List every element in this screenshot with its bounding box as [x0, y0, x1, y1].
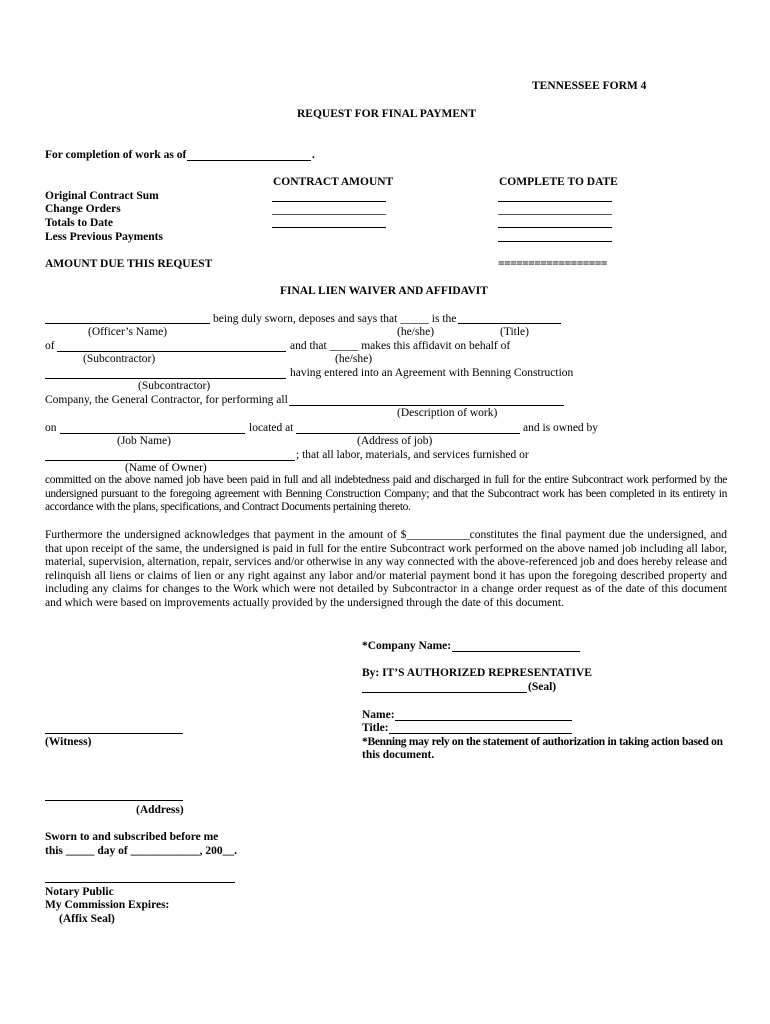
paragraph-2-body: constitutes the final payment due the undersigned, and that upon receipt of the same, the undersigned is paid in full for the entire Subcontract work performed on the above named job including all labor, material, supervision, alternation, repair, services and/or otherwise in any way connected with the above-referenced job and does hereby release and relinquish all liens or claims of lien or any right against any labor and/or material payment bond it has upon the foregoing described property and including any claims for changes to the Work which were not detailed by Subcontractor in a change order request as of the date of this document and which were based on improvements actually provided by the undersigned through the date of this document. [45, 529, 727, 609]
payment-amount-field[interactable]: ___________ [406, 529, 470, 541]
complete-change-orders-field[interactable] [498, 214, 612, 215]
notary-public-label: Notary Public [45, 886, 114, 898]
job-name-field[interactable] [60, 433, 245, 434]
amount-due-label: AMOUNT DUE THIS REQUEST [45, 258, 213, 270]
row-totals-to-date: Totals to Date [45, 217, 113, 229]
affidavit-line3-text: having entered into an Agreement with Benning Construction [290, 367, 574, 379]
caption-heshe-2: (he/she) [335, 353, 373, 365]
witness-address-field[interactable] [45, 800, 183, 801]
title-label: Title: [362, 722, 389, 734]
caption-officer-name: (Officer’s Name) [88, 326, 168, 338]
job-address-field[interactable] [296, 433, 520, 434]
day-of-label: day of [97, 845, 128, 857]
complete-original-field[interactable] [498, 201, 612, 202]
paragraph-2-lead: Furthermore the undersigned acknowledges that payment in the amount of $ [45, 529, 407, 541]
seal-label: (Seal) [528, 681, 557, 693]
row-less-previous-payments: Less Previous Payments [45, 231, 163, 243]
commission-expires-label: My Commission Expires: [45, 899, 170, 911]
contract-amount-header: CONTRACT AMOUNT [273, 176, 394, 188]
notary-signature-field[interactable] [45, 882, 235, 883]
affidavit-line5-on: on [45, 422, 57, 434]
affidavit-line2-text: and that _____ makes this affidavit on behalf of [290, 340, 511, 352]
complete-previous-payments-field[interactable] [498, 241, 612, 242]
affix-seal-label: (Affix Seal) [59, 913, 115, 925]
owner-name-field[interactable] [45, 460, 295, 461]
affidavit-line2-of: of [45, 340, 55, 352]
company-name-label: *Company Name: [362, 640, 452, 652]
subcontractor-field[interactable] [57, 351, 286, 352]
contract-original-field[interactable] [272, 201, 386, 202]
affidavit-title: FINAL LIEN WAIVER AND AFFIDAVIT [280, 285, 488, 297]
form-id: TENNESSEE FORM 4 [532, 80, 647, 92]
caption-description-of-work: (Description of work) [397, 407, 498, 419]
witness-signature-field[interactable] [45, 733, 183, 734]
subcontractor-field-2[interactable] [45, 378, 286, 379]
amount-due-line[interactable]: ================== [498, 258, 607, 270]
row-change-orders: Change Orders [45, 203, 121, 215]
complete-totals-field[interactable] [498, 227, 612, 228]
company-name-field[interactable] [452, 651, 580, 652]
year-field[interactable]: , 200__. [199, 845, 238, 857]
complete-to-date-header: COMPLETE TO DATE [499, 176, 618, 188]
affidavit-line5-located: located at [249, 422, 294, 434]
authorized-rep-label: By: IT’S AUTHORIZED REPRESENTATIVE [362, 667, 592, 679]
affidavit-line5-owned: and is owned by [523, 422, 599, 434]
officer-title-field[interactable] [458, 323, 561, 324]
description-of-work-field[interactable] [289, 405, 564, 406]
caption-address-of-job: (Address of job) [357, 435, 433, 447]
authorization-note: *Benning may rely on the statement of authorization in taking action based on [362, 736, 723, 748]
contract-change-orders-field[interactable] [272, 214, 386, 215]
caption-subcontractor: (Subcontractor) [83, 353, 156, 365]
name-label: Name: [362, 709, 395, 721]
notary-date-line [45, 845, 237, 858]
this-label: this [45, 845, 63, 857]
contract-totals-field[interactable] [272, 227, 386, 228]
affidavit-line4-text: Company, the General Contractor, for performing all [45, 394, 288, 406]
address-label: (Address) [136, 804, 184, 816]
sworn-statement: Sworn to and subscribed before me [45, 831, 219, 843]
day-field[interactable]: _____ [65, 845, 95, 857]
row-original-contract-sum: Original Contract Sum [45, 190, 159, 202]
affidavit-paragraph-1: committed on the above named job have been paid in full and all indebtedness paid and discharged in full for the entire Subcontract work performed by the undersigned pursuant to the foregoing agreement with Benning Construction Company; and that the Subcontract work has been completed in its entirety in accordance with the plans, specifications, and Contract Documents pertaining thereto. [45, 474, 727, 514]
caption-heshe: (he/she) [397, 326, 435, 338]
completion-label: For completion of work as of [45, 149, 187, 161]
officer-name-field[interactable] [45, 323, 210, 324]
completion-date-field[interactable] [187, 160, 311, 161]
witness-label: (Witness) [45, 736, 92, 748]
caption-job-name: (Job Name) [117, 435, 171, 447]
affidavit-paragraph-2 [45, 529, 727, 611]
caption-owner-name: (Name of Owner) [125, 462, 207, 474]
signer-name-field[interactable] [395, 720, 572, 721]
authorized-rep-signature-field[interactable] [362, 692, 527, 693]
authorization-note-2: this document. [362, 749, 435, 761]
caption-subcontractor-2: (Subcontractor) [138, 380, 211, 392]
signer-title-field[interactable] [389, 733, 572, 734]
month-field[interactable]: ____________ [130, 845, 200, 857]
completion-period: . [312, 149, 315, 161]
caption-title: (Title) [500, 326, 529, 338]
page-title: REQUEST FOR FINAL PAYMENT [297, 108, 477, 120]
affidavit-line6-text: ; that all labor, materials, and services furnished or [296, 449, 529, 461]
affidavit-line1-text: being duly sworn, deposes and says that _____ is the [213, 313, 457, 325]
